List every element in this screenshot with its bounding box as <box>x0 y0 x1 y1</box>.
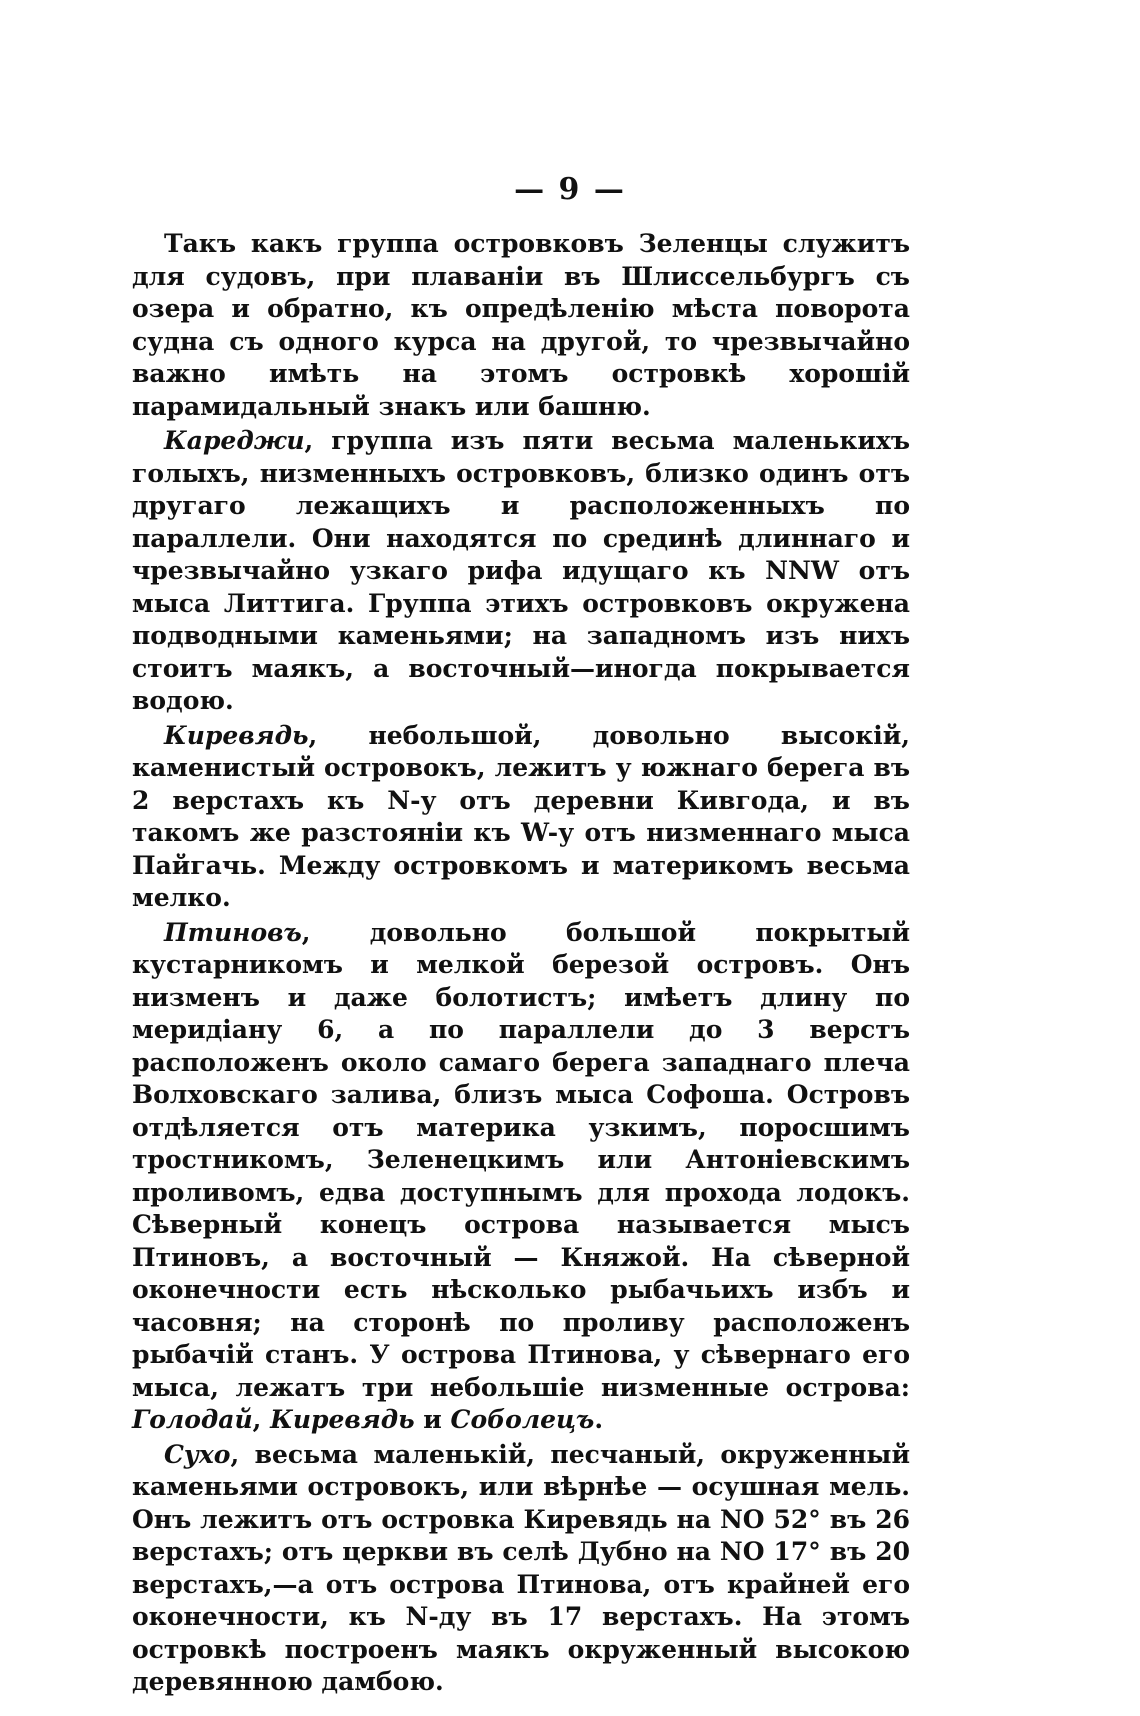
separator: и <box>414 1405 451 1434</box>
island-name: Соболецъ <box>450 1405 595 1434</box>
page-number: — 9 — <box>514 172 626 207</box>
island-name: Птиновъ <box>164 917 302 947</box>
paragraph-text: Такъ какъ группа островковъ Зеленцы служитъ для судовъ, при плаваніи въ Шлиссельбургъ съ озера и обратно, къ опредѣленію мѣста поворота судна съ одного курса на другой, то чрезвычайно важно имѣть на этомъ островкѣ хорошій парамидальный знакъ или башню. <box>132 229 910 421</box>
paragraph-text: , довольно большой покрытый кустарникомъ и мелкой березой островъ. Онъ низменъ и даже болотистъ; имѣетъ длину по меридіану 6, а по параллели до 3 верстъ расположенъ около самаго берега западнаго плеча Волховскаго залива, близъ мыса Софоша. Островъ отдѣляется отъ материка узкимъ, поросшимъ тростникомъ, Зеленецкимъ или Антоніевскимъ проливомъ, едва доступнымъ для прохода лодокъ. Сѣверный конецъ острова называется мысъ Птиновъ, а восточный — Княжой. На сѣверной оконечности есть нѣсколько рыбачьихъ избъ и часовня; на сторонѣ по проливу расположенъ рыбачій станъ. У острова Птинова, у сѣвернаго его мыса, лежатъ три небольшіе низменные острова: <box>132 917 910 1402</box>
island-name: Кареджи <box>164 426 305 455</box>
paragraph-kirevyad <box>132 720 910 915</box>
paragraph-text: , небольшой, довольно высокій, каменистый островокъ, лежитъ у южнаго берега въ 2 верстахъ къ N-у отъ деревни Кивгода, и въ такомъ же разстояніи къ W-у отъ низменнаго мыса Пайгачь. Между островкомъ и материкомъ весьма мелко. <box>132 720 910 912</box>
island-name: Киревядь <box>270 1405 415 1434</box>
island-name: Голодай <box>132 1405 253 1434</box>
separator: , <box>252 1405 271 1434</box>
paragraph-text: , весьма маленькій, песчаный, окруженный каменьями островокъ, или вѣрнѣе — осушная мель. Онъ лежитъ отъ островка Киревядь на NO 52° въ 26 верстахъ; отъ церкви въ селѣ Дубно на NO 17° въ 20 верстахъ,—а отъ острова Птинова, отъ крайней его оконечности, къ N-ду въ 17 верстахъ. На этомъ островкѣ построенъ маякъ окруженный высокою деревянною дамбою. <box>132 1439 910 1696</box>
separator: . <box>594 1405 604 1434</box>
island-name: Киревядь <box>164 720 309 750</box>
paragraph-zelentsy <box>132 228 910 423</box>
island-name: Сухо <box>164 1439 231 1469</box>
paragraph-karedzhi <box>132 425 910 718</box>
paragraph-text: , группа изъ пяти весьма маленькихъ голыхъ, низменныхъ островковъ, близко одинъ отъ другаго лежащихъ и расположенныхъ по параллели. Они находятся по срединѣ длиннаго и чрезвычайно узкаго рифа идущаго къ NNW отъ мыса Литтига. Группа этихъ островковъ окружена подводными каменьями; на западномъ изъ нихъ стоитъ маякъ, а восточный—иногда покрывается водою. <box>132 426 910 715</box>
paragraph-ptinov <box>132 917 910 1437</box>
paragraph-sukho <box>132 1439 910 1699</box>
body-text <box>132 228 910 1699</box>
